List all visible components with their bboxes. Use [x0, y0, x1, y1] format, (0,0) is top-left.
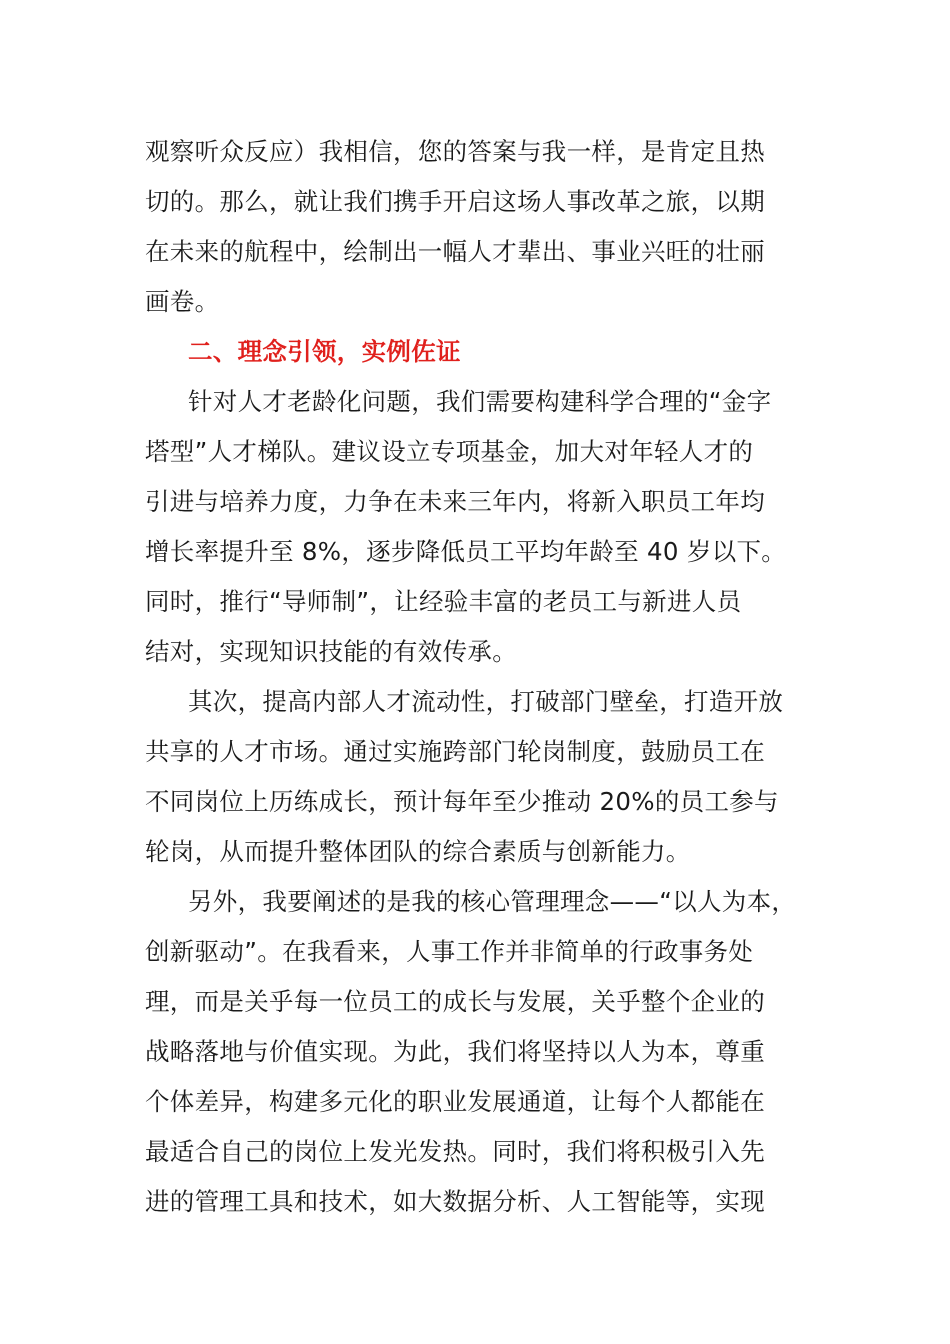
body-line: 同时，推行“导师制”，让经验丰富的老员工与新进人员	[145, 587, 742, 616]
body-line: 进的管理工具和技术，如大数据分析、人工智能等，实现	[145, 1187, 765, 1216]
body-line: 塔型”人才梯队。建议设立专项基金，加大对年轻人才的	[145, 437, 754, 466]
paragraph-first-line: 另外，我要阐述的是我的核心管理理念——“以人为本，	[188, 887, 797, 916]
body-line: 个体差异，构建多元化的职业发展通道，让每个人都能在	[145, 1087, 765, 1116]
section-heading: 二、理念引领，实例佐证	[188, 337, 461, 366]
body-line: 观察听众反应）我相信，您的答案与我一样，是肯定且热	[145, 137, 765, 166]
body-line: 增长率提升至 8%，逐步降低员工平均年龄至 40 岁以下。	[145, 537, 787, 566]
body-line: 在未来的航程中，绘制出一幅人才辈出、事业兴旺的壮丽	[145, 237, 765, 266]
body-line: 画卷。	[145, 287, 220, 316]
body-line: 引进与培养力度，力争在未来三年内，将新入职员工年均	[145, 487, 765, 516]
body-line: 轮岗，从而提升整体团队的综合素质与创新能力。	[145, 837, 691, 866]
body-line: 切的。那么，就让我们携手开启这场人事改革之旅，以期	[145, 187, 765, 216]
body-line: 理，而是关乎每一位员工的成长与发展，关乎整个企业的	[145, 987, 765, 1016]
paragraph-first-line: 其次，提高内部人才流动性，打破部门壁垒，打造开放	[188, 687, 784, 716]
body-line: 创新驱动”。在我看来，人事工作并非简单的行政事务处	[145, 937, 754, 966]
body-line: 结对，实现知识技能的有效传承。	[145, 637, 517, 666]
body-line: 战略落地与价值实现。为此，我们将坚持以人为本，尊重	[145, 1037, 765, 1066]
body-line: 共享的人才市场。通过实施跨部门轮岗制度，鼓励员工在	[145, 737, 765, 766]
body-line: 最适合自己的岗位上发光发热。同时，我们将积极引入先	[145, 1137, 765, 1166]
paragraph-first-line: 针对人才老龄化问题，我们需要构建科学合理的“金字	[188, 387, 772, 416]
body-line: 不同岗位上历练成长，预计每年至少推动 20%的员工参与	[145, 787, 779, 816]
